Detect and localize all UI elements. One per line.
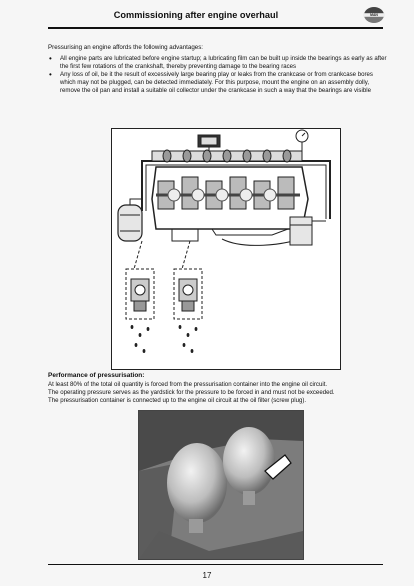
- engine-cutaway-drawing: [112, 129, 340, 369]
- bullet-icon: •: [49, 54, 52, 63]
- list-item: [48, 71, 388, 95]
- list-item: [48, 55, 388, 71]
- bullet-text: All engine parts are lubricated before engine startup; a lubricating film can be built up inside the bearings as early as after the first few rotations of the crankshaft, thereby preventing damage to the bearing races: [60, 55, 387, 70]
- bullet-icon: •: [49, 69, 52, 79]
- intro-text: Pressurising an engine affords the following advantages:: [48, 44, 204, 51]
- footer-rule: [48, 564, 383, 565]
- performance-text: [48, 381, 398, 405]
- bearing-detail-left: [126, 269, 154, 319]
- page-title: Commissioning after engine overhaul: [113, 10, 279, 20]
- header-rule: [48, 27, 383, 29]
- oil-filter-icon: [290, 217, 326, 245]
- advantages-list: [48, 55, 388, 95]
- bearing-detail-right: [174, 269, 202, 319]
- man-logo: [362, 6, 386, 24]
- svg-text:MAN: MAN: [370, 13, 378, 18]
- section-heading: Performance of pressurisation:: [48, 372, 145, 379]
- pressurisation-tank-icon: [118, 199, 142, 241]
- performance-line: The pressurisation container is connected up to the engine oil circuit at the oil filter (screw plug).: [48, 396, 307, 404]
- page-number: 17: [202, 571, 212, 580]
- performance-line: The operating pressure serves as the yardstick for the pressure to be forced in and must not be exceeded.: [48, 388, 335, 396]
- dial-gauge-icon: [296, 130, 308, 153]
- pressurisation-diagram: [111, 128, 341, 370]
- oil-drips: [131, 325, 198, 353]
- pressurisation-container-photo: [138, 410, 304, 560]
- bullet-text: Any loss of oil, be it the result of excessively large bearing play or leaks from the crankcase or from crankcase bores which may not be plugged, can be detected immediately. For this purpose, mount the engine on an assembly dolly, remove the oil pan and install a suitable oil collector under the crankcase in such a way that the bearings are visible: [60, 70, 373, 94]
- performance-line: At least 80% of the total oil quantity is forced from the pressurisation container into the engine oil circuit.: [48, 381, 328, 388]
